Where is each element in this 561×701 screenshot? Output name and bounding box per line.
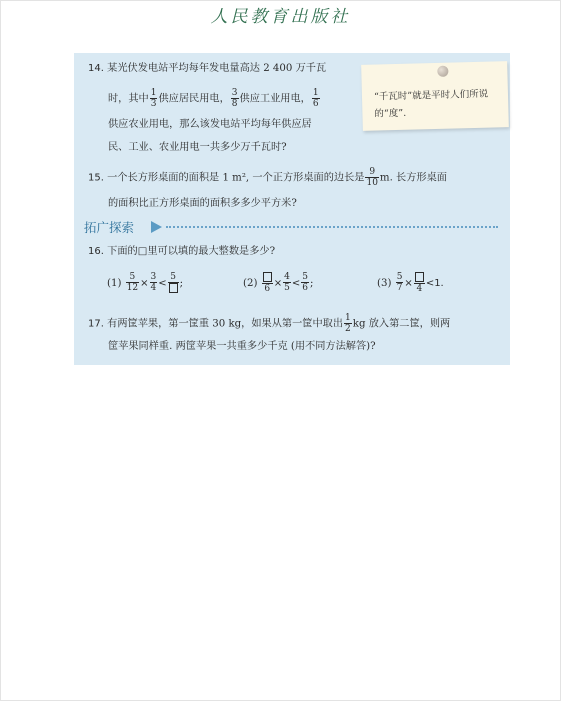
q16-prompt: 下面的□里可以填的最大整数是多少? <box>107 246 276 257</box>
q15-text-1b: m. 长方形桌面 <box>379 172 447 184</box>
note-text: “千瓦时”就是平时人们所说的“度”. <box>373 88 489 120</box>
q14-number: 14. <box>88 63 104 74</box>
q14-line2 <box>108 88 321 109</box>
q14-text-2b: 供应居民用电， <box>158 93 230 105</box>
denominator <box>168 283 179 294</box>
q16-part2 <box>243 272 313 294</box>
denominator: 6 <box>264 283 271 294</box>
blank-box <box>263 272 272 282</box>
numerator: 5 <box>396 272 403 283</box>
punctuation: ; <box>309 277 314 289</box>
q15-line2: 的面积比正方形桌面的面积多多少平方米? <box>108 198 297 209</box>
blank-box <box>169 283 178 293</box>
fraction <box>150 272 158 293</box>
q14-text-1: 某光伏发电站平均每年发电量高达 2 400 万千瓦 <box>107 63 327 74</box>
q14-text-2a: 时，其中 <box>108 93 149 105</box>
fraction <box>262 272 273 294</box>
numerator: 5 <box>168 272 179 283</box>
denominator: 5 <box>284 283 290 294</box>
fraction <box>312 88 320 109</box>
numerator: 3 <box>150 272 157 283</box>
q16-part1 <box>107 272 183 294</box>
part-label: (3) <box>377 277 392 289</box>
denominator: 2 <box>345 324 351 334</box>
q14-line4: 民、工业、农业用电一共多少万千瓦时? <box>108 142 287 153</box>
numerator: 9 <box>365 167 378 178</box>
fraction <box>126 272 139 293</box>
part-label: (2) <box>243 277 258 289</box>
denominator: 10 <box>366 178 378 188</box>
fraction <box>231 88 239 109</box>
denominator: 8 <box>231 99 238 109</box>
q15-number: 15. <box>88 172 104 184</box>
punctuation: ; <box>179 277 184 289</box>
numerator: 1 <box>312 88 319 98</box>
numerator <box>414 272 425 284</box>
q16-number: 16. <box>88 246 104 257</box>
q14-text-2c: 供应工业用电， <box>239 93 311 105</box>
numerator: 4 <box>284 272 290 283</box>
q17-text-1b: kg 放入第二筐，则两 <box>352 318 451 330</box>
q15-text-1a: 一个长方形桌面的面积是 1 m², 一个正方形桌面的边长是 <box>107 172 365 184</box>
blank-box <box>415 272 424 282</box>
q16-line1 <box>88 245 275 259</box>
publisher-logo: 人民教育出版社 <box>210 7 351 27</box>
numerator <box>262 272 273 284</box>
section-title: 拓广探索 <box>84 220 135 235</box>
pin-icon <box>437 66 448 77</box>
denominator: 6 <box>302 283 308 294</box>
denominator: 3 <box>150 99 157 109</box>
fraction <box>168 272 179 294</box>
less-than-sign: < <box>291 277 301 289</box>
less-than-sign: < <box>158 277 167 289</box>
numerator: 1 <box>345 313 351 323</box>
numerator: 1 <box>150 88 157 98</box>
q14-line3: 供应农业用电，那么该发电站平均每年供应居 <box>108 119 312 130</box>
times-sign: × <box>140 277 149 289</box>
fraction <box>396 272 404 293</box>
fraction <box>301 272 309 293</box>
denominator: 7 <box>396 283 403 294</box>
q17-number: 17. <box>88 318 104 330</box>
numerator: 5 <box>302 272 308 283</box>
numerator: 5 <box>126 272 139 283</box>
arrow-icon <box>151 221 162 233</box>
numerator: 3 <box>231 88 238 98</box>
fraction <box>414 272 425 294</box>
q17-line1 <box>88 313 450 334</box>
part-label: (1) <box>107 277 122 289</box>
denominator: 6 <box>312 99 319 109</box>
times-sign: × <box>404 277 413 289</box>
times-sign: × <box>273 277 283 289</box>
q15-line1 <box>88 167 447 188</box>
q14-line1 <box>88 62 326 76</box>
denominator: 12 <box>126 283 139 294</box>
fraction <box>150 88 158 109</box>
denominator: 4 <box>150 283 157 294</box>
q17-text-1a: 有两筐苹果，第一筐重 30 kg，如果从第一筐中取出 <box>107 318 344 330</box>
q17-line2: 筐苹果同样重. 两筐苹果一共重多少千克 (用不同方法解答)? <box>108 341 376 352</box>
sticky-note <box>361 61 509 131</box>
q16-part3 <box>377 272 444 294</box>
less-than-one: <1. <box>425 277 444 289</box>
fraction <box>344 313 352 334</box>
section-divider <box>166 226 498 228</box>
fraction <box>283 272 291 293</box>
denominator: 4 <box>416 283 423 294</box>
fraction <box>365 167 378 188</box>
